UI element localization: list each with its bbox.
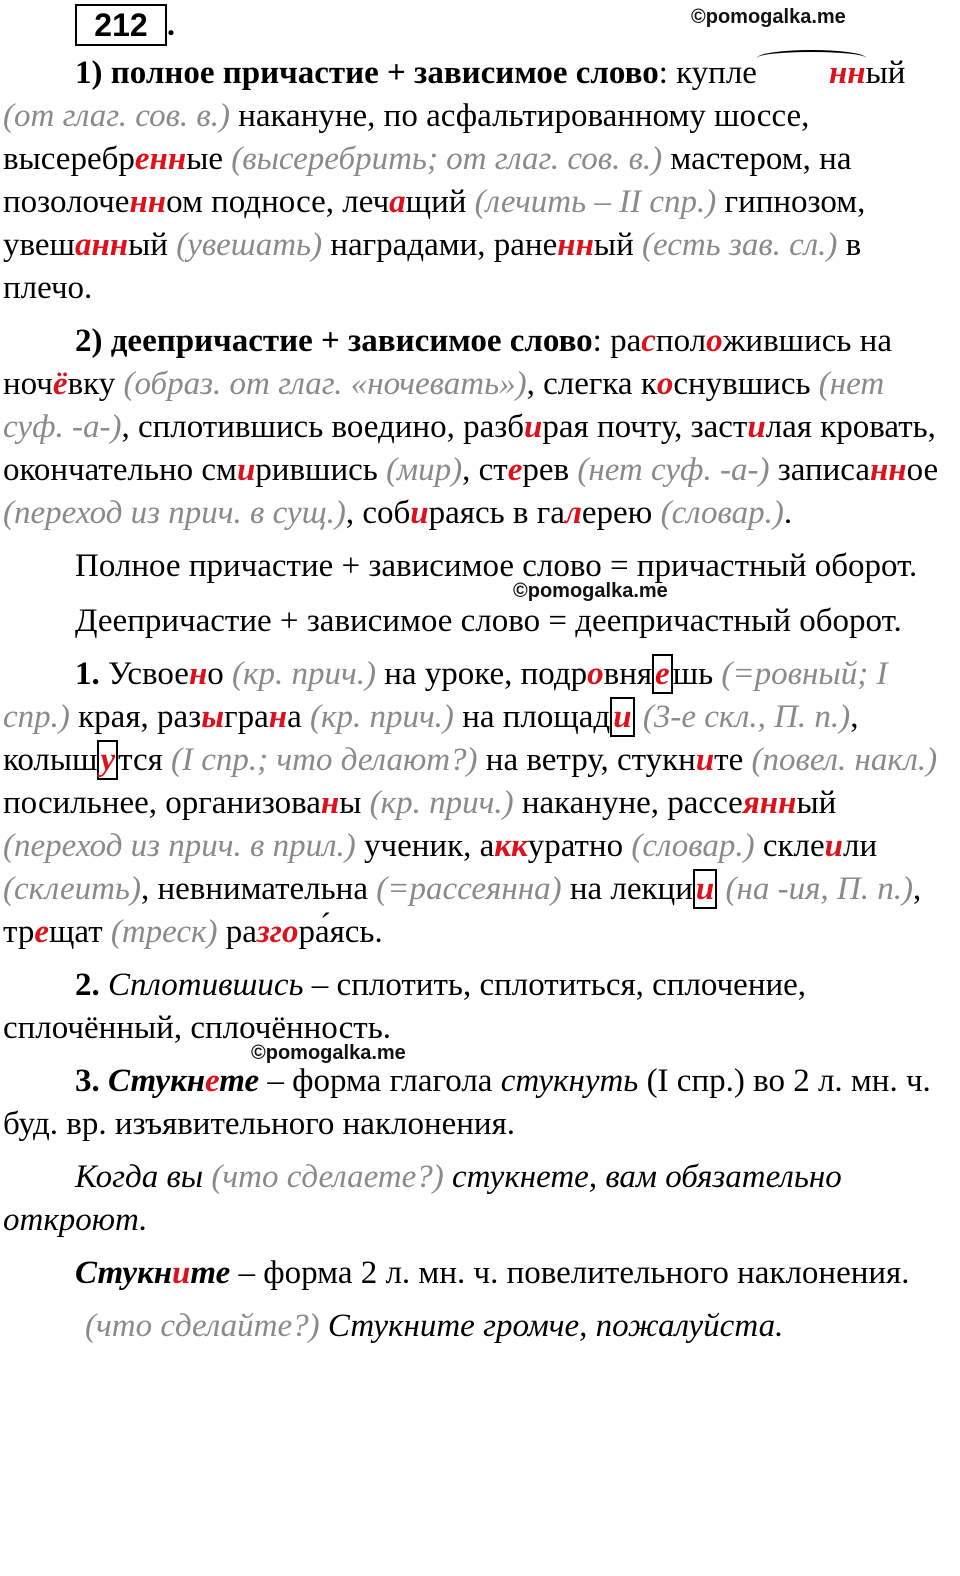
text: лая кровать, окончательно см	[3, 409, 936, 488]
comment: (треск)	[110, 914, 218, 950]
text: – форма глагола	[259, 1063, 501, 1099]
task-number: 2.	[75, 967, 100, 1003]
highlight: нн	[557, 227, 594, 263]
watermark: ©pomogalka.me	[251, 1042, 406, 1064]
key-word: Сплотившись	[108, 967, 304, 1003]
text: рая почту, заст	[542, 409, 748, 445]
comment: (лечить – II спр.)	[474, 184, 717, 220]
text: гипнозом, увеш	[3, 184, 866, 263]
section-1	[3, 52, 953, 310]
text: ый	[796, 785, 837, 821]
key-word: Стукн	[108, 1063, 206, 1099]
example-2	[3, 1305, 953, 1348]
text: ый	[593, 227, 642, 263]
highlight: е	[507, 452, 523, 488]
highlight: анн	[74, 227, 129, 263]
text: ли	[843, 828, 878, 864]
highlight: е	[34, 914, 49, 950]
highlight: и	[172, 1255, 191, 1291]
text: Когда вы	[75, 1159, 212, 1195]
text: , слегка к	[526, 366, 657, 402]
task-number: 3.	[75, 1063, 100, 1099]
key-word: те	[219, 1063, 260, 1099]
example-1	[3, 1156, 953, 1242]
text: в плечо.	[3, 227, 862, 306]
text: стукнете, вам обязательно откроют.	[3, 1159, 842, 1238]
text: , тр	[3, 871, 922, 950]
highlight: о	[587, 656, 604, 692]
text: щий	[405, 184, 475, 220]
text: Усвое	[99, 656, 189, 692]
highlight: и	[410, 495, 429, 531]
text: , сплотившись воедино, разб	[121, 409, 525, 445]
comment: (нет суф. -а-)	[577, 452, 770, 488]
highlight: о	[281, 914, 299, 950]
exercise-header	[3, 0, 953, 52]
comment: (от глаг. сов. в.)	[3, 98, 230, 134]
highlight: зг	[256, 914, 282, 950]
comment: (кр. прич.)	[310, 699, 454, 735]
comment: (кр. прич.)	[232, 656, 376, 692]
comment: (что сделайте?)	[85, 1308, 320, 1344]
highlight: н	[188, 656, 208, 692]
comment: (на -ия, П. п.)	[725, 871, 913, 907]
highlight: кк	[494, 828, 528, 864]
text: ра	[217, 914, 257, 950]
comment: (образ. от глаг. «ночевать»)	[123, 366, 527, 402]
boxed-letter: и	[610, 697, 634, 737]
text: вку	[67, 366, 124, 402]
highlight: ы	[201, 699, 225, 735]
text: жившись на ноч	[3, 323, 892, 402]
highlight: а	[389, 184, 406, 220]
text: – форма 2 л. мн. ч. повелительного наклонения.	[230, 1255, 910, 1291]
comment: (есть зав. сл.)	[642, 227, 838, 263]
watermark: ©pomogalka.me	[691, 6, 846, 28]
comment: (повел. накл.)	[751, 742, 938, 778]
text: гра	[224, 699, 269, 735]
key-word: Стукн	[75, 1255, 173, 1291]
text: наградами, ране	[322, 227, 558, 263]
highlight: и	[236, 452, 256, 488]
text: уратно	[527, 828, 632, 864]
text: ый	[865, 55, 906, 91]
comment: (словар.)	[631, 828, 755, 864]
comment: (увешать)	[176, 227, 323, 263]
text: шь	[672, 656, 722, 692]
text: ом подносе, леч	[166, 184, 390, 220]
text: вня	[603, 656, 653, 692]
text: накануне, рассе	[513, 785, 743, 821]
text: : ра	[592, 323, 642, 359]
task-1	[3, 653, 953, 954]
highlight: енн	[134, 141, 187, 177]
watermark: ©pomogalka.me	[513, 580, 668, 602]
text: ы	[339, 785, 370, 821]
text: на площад	[453, 699, 611, 735]
highlight: о	[706, 323, 723, 359]
comment: (высеребрить; от глаг. сов. в.)	[231, 141, 663, 177]
text: на ветру, стукн	[477, 742, 696, 778]
highlight: и	[524, 409, 543, 445]
text: Стукните громче, пожалуйста.	[319, 1308, 784, 1344]
exercise-page	[3, 0, 953, 1348]
text: на уроке, подр	[375, 656, 588, 692]
text: о	[207, 656, 233, 692]
comment: (склеить)	[3, 871, 141, 907]
section-2-heading: 2) деепричастие + зависимое слово	[75, 323, 593, 359]
text: ые	[186, 141, 232, 177]
highlight: е	[205, 1063, 220, 1099]
highlight: нн	[869, 452, 907, 488]
task-number: 1.	[75, 656, 100, 692]
text: – сплотить, сплотиться, сплочение, сплочённый, сплочённость.	[3, 967, 807, 1046]
highlight: нн	[757, 52, 866, 95]
boxed-letter: е	[652, 654, 673, 694]
section-2	[3, 320, 953, 535]
text: скле	[754, 828, 825, 864]
boxed-letter: у	[97, 740, 118, 780]
text: рившись	[255, 452, 387, 488]
comment: (мир)	[386, 452, 463, 488]
highlight: о	[656, 366, 674, 402]
comment: (=ровный; I спр.)	[3, 656, 888, 735]
text: мастером, на позолоче	[3, 141, 852, 220]
text: пол	[655, 323, 707, 359]
watermark-row	[3, 580, 953, 602]
text	[635, 699, 643, 735]
task-3	[3, 1060, 953, 1146]
highlight: л	[564, 495, 582, 531]
text: записа	[769, 452, 870, 488]
text: рев	[522, 452, 578, 488]
highlight: и	[695, 742, 715, 778]
highlight: янн	[742, 785, 797, 821]
exercise-number-dot: .	[167, 6, 175, 42]
comment: (что сделаете?)	[211, 1159, 444, 1195]
task-2	[3, 964, 953, 1050]
boxed-letter: и	[693, 869, 717, 909]
text: : купле	[658, 55, 757, 91]
highlight: н	[268, 699, 288, 735]
highlight: нн	[129, 184, 167, 220]
comment: (переход из прич. в сущ.)	[3, 495, 346, 531]
text: , ст	[462, 452, 508, 488]
comment: (3-е скл., П. п.)	[642, 699, 851, 735]
text: снувшись	[673, 366, 819, 402]
text: края, раз	[69, 699, 202, 735]
comment: (переход из прич. в прил.)	[3, 828, 356, 864]
text: а	[287, 699, 311, 735]
infinitive: стукнуть	[500, 1063, 639, 1099]
section-1-heading: 1) полное причастие + зависимое слово	[75, 55, 659, 91]
text: на лекци	[561, 871, 693, 907]
text: щат	[48, 914, 111, 950]
text: ый	[128, 227, 177, 263]
highlight: н	[320, 785, 340, 821]
text: , невнимательна	[140, 871, 377, 907]
text: (I спр.) во 2 л. мн. ч. буд. вр. изъявительного наклонения.	[3, 1063, 931, 1142]
comment: (нет суф. -а-)	[3, 366, 885, 445]
text: раясь в га	[428, 495, 565, 531]
comment: (=рассеянна)	[376, 871, 562, 907]
highlight: и	[824, 828, 844, 864]
text: ерею	[581, 495, 661, 531]
text: тся	[118, 742, 172, 778]
text: те	[714, 742, 752, 778]
exercise-number: 212	[75, 4, 167, 46]
rule-participle: Полное причастие + зависимое слово = причастный оборот.	[75, 548, 918, 584]
highlight: и	[747, 409, 766, 445]
rule-gerund: Деепричастие + зависимое слово = деепричастный оборот.	[75, 603, 902, 639]
text: ра́ясь.	[298, 914, 383, 950]
task-3-imperative	[3, 1252, 953, 1295]
text: , соб	[345, 495, 411, 531]
key-word: те	[190, 1255, 231, 1291]
comment: (кр. прич.)	[369, 785, 514, 821]
text: посильнее, организова	[3, 785, 321, 821]
text: .	[783, 495, 793, 531]
text: накануне, по асфальтированному шоссе, высеребр	[3, 98, 810, 177]
text: ученик, а	[355, 828, 495, 864]
comment: (I спр.; что делают?)	[171, 742, 478, 778]
text: ое	[906, 452, 939, 488]
highlight: ё	[52, 366, 68, 402]
highlight: с	[641, 323, 656, 359]
comment: (словар.)	[660, 495, 784, 531]
text: , колыш	[3, 699, 859, 778]
